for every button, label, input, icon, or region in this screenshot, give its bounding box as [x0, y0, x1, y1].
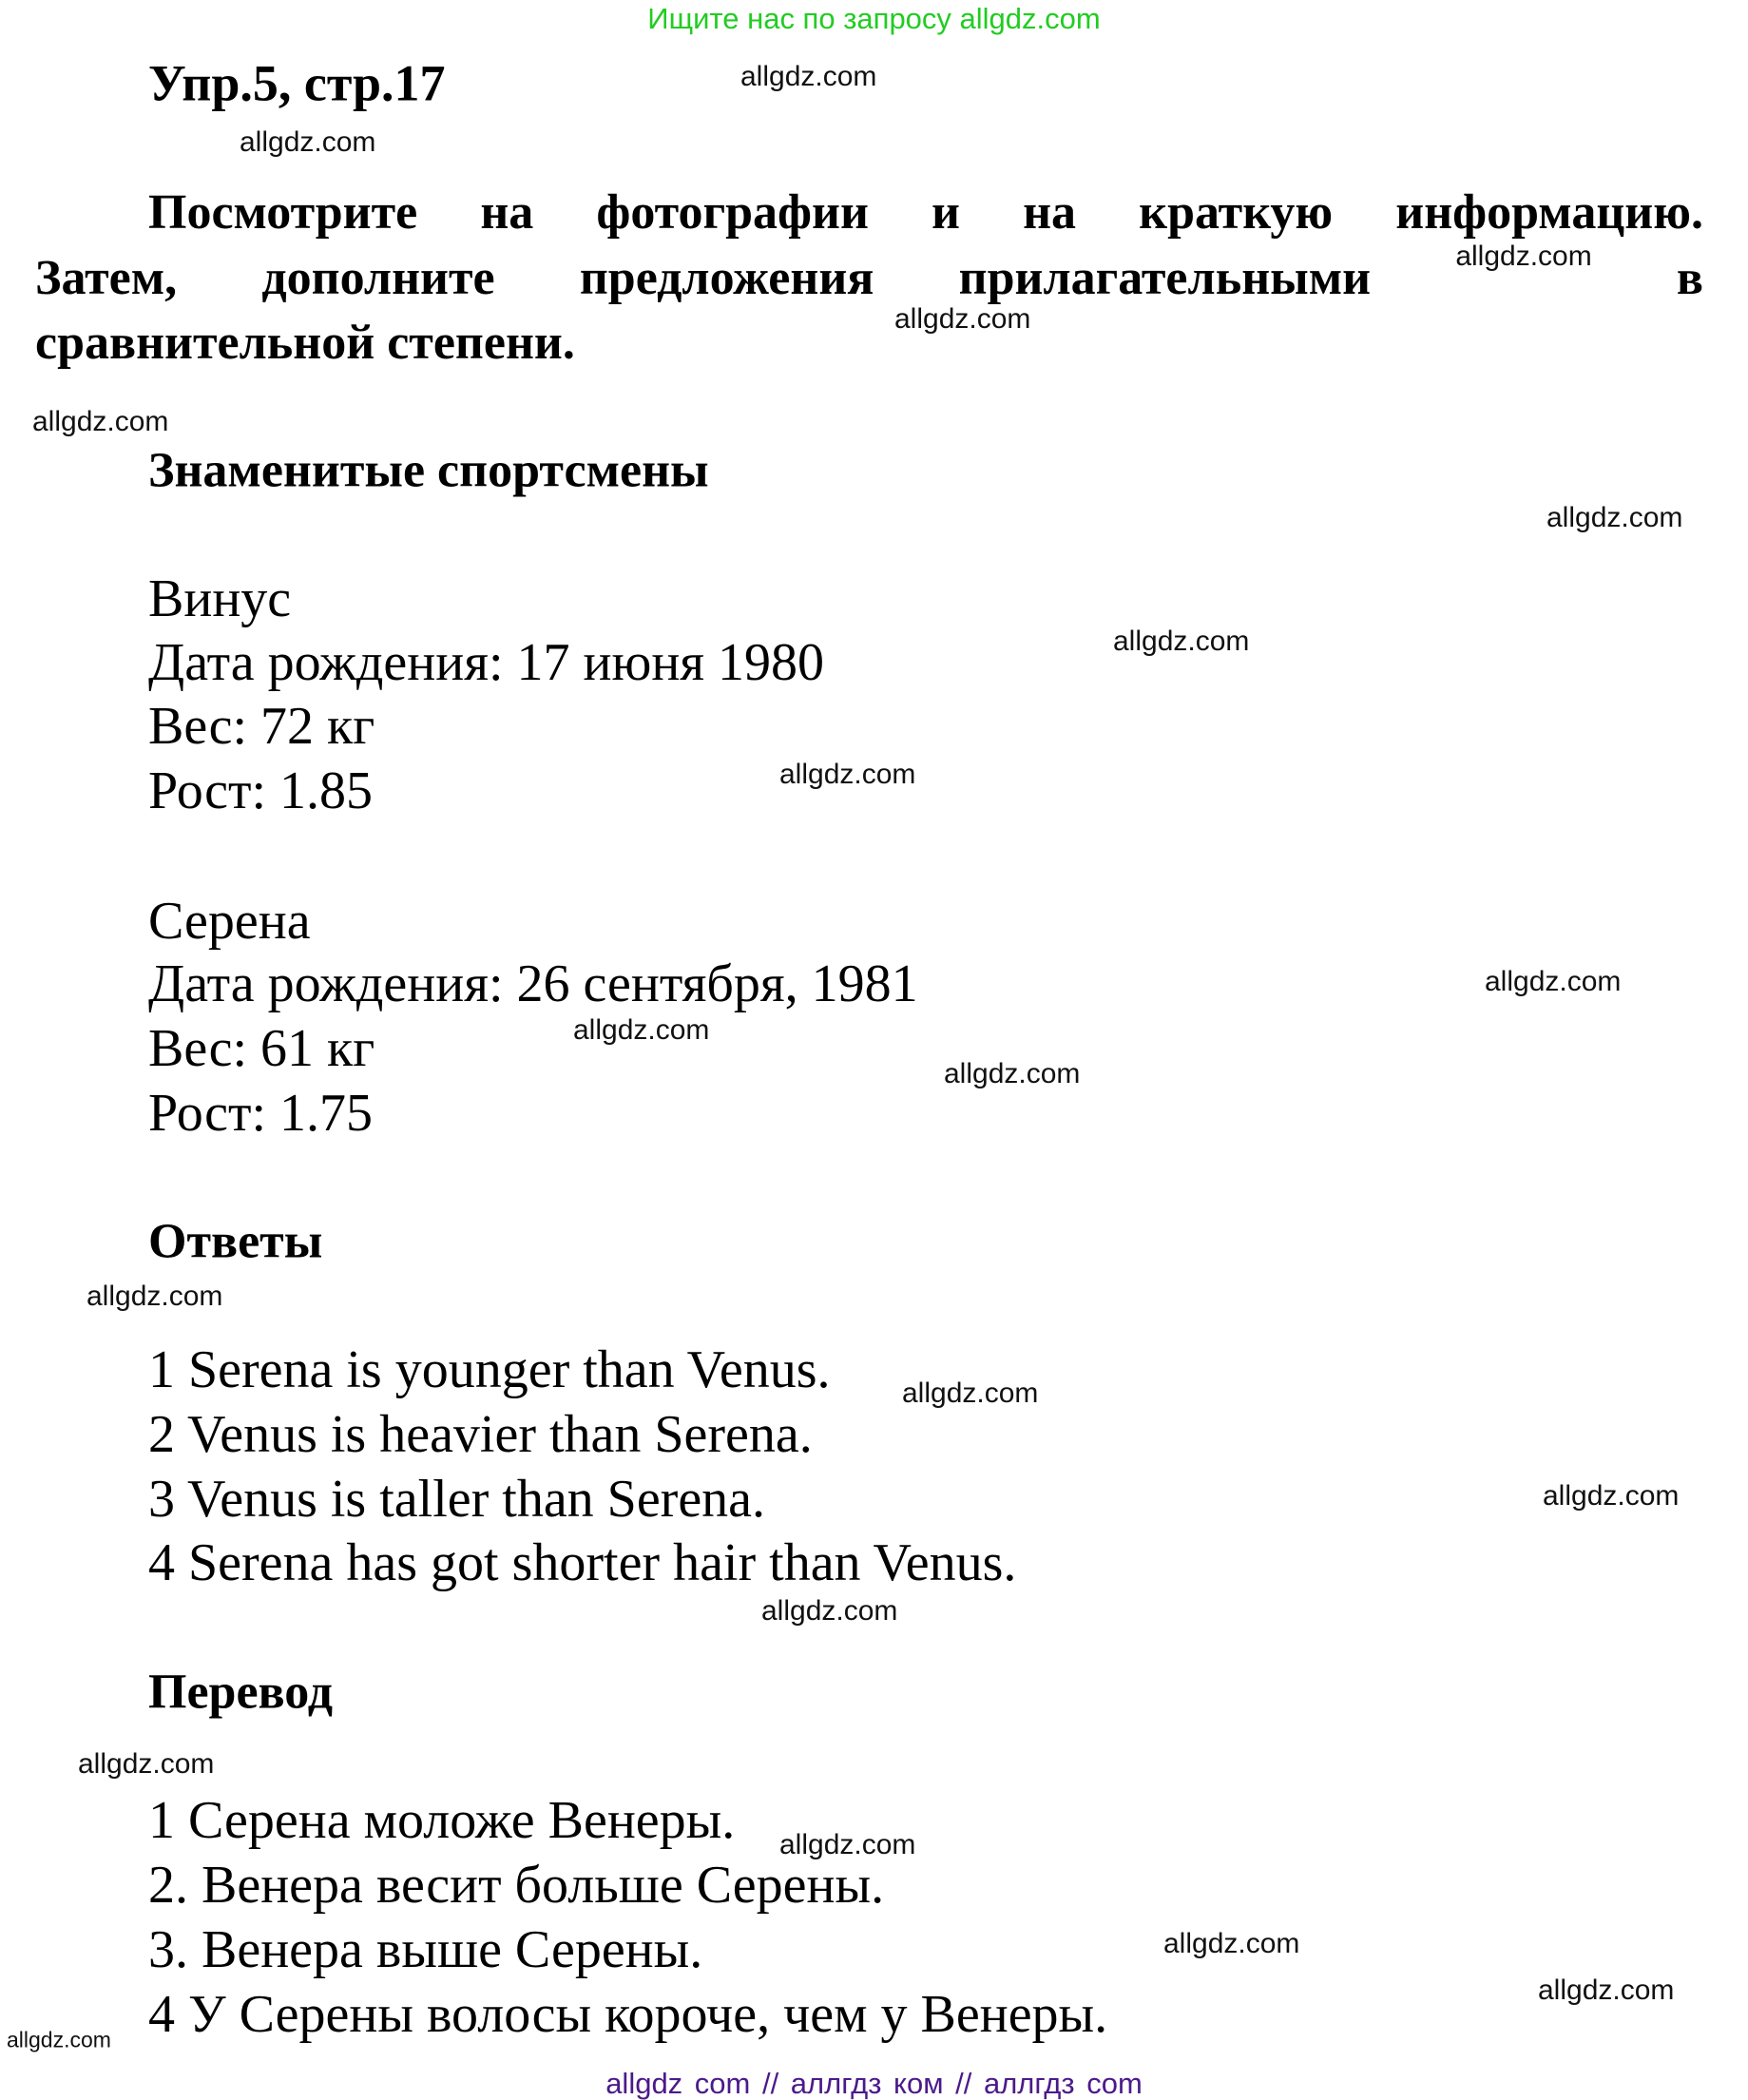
watermark: allgdz.com — [1543, 1480, 1680, 1512]
venus-birthdate: Дата рождения: 17 июня 1980 — [148, 633, 825, 692]
instruction-word: предложения — [579, 251, 874, 305]
watermark: allgdz.com — [740, 61, 877, 92]
instruction-line-1: Посмотрите на фотографии и на краткую информацию. — [148, 185, 1703, 240]
watermark: allgdz.com — [1546, 502, 1683, 533]
instruction-line-2 — [35, 241, 1703, 305]
exercise-title: Упр.5, стр.17 — [148, 54, 446, 112]
watermark: allgdz.com — [78, 1748, 215, 1780]
instruction-line-3: сравнительной степени. — [35, 316, 575, 370]
watermark: allgdz.com — [761, 1595, 898, 1627]
watermark: allgdz.com — [573, 1014, 710, 1046]
watermark: allgdz.com — [1485, 966, 1622, 997]
translation-item: 2. Венера весит больше Серены. — [148, 1856, 885, 1915]
instruction-word: в — [1676, 251, 1703, 305]
watermark: allgdz.com — [902, 1378, 1039, 1409]
serena-weight: Вес: 61 кг — [148, 1019, 375, 1078]
section-translation-heading: Перевод — [148, 1665, 334, 1720]
serena-height: Рост: 1.75 — [148, 1084, 374, 1143]
instruction-word: дополните — [261, 251, 495, 305]
venus-height: Рост: 1.85 — [148, 761, 374, 820]
watermark: allgdz.com — [944, 1058, 1081, 1089]
search-banner: Ищите нас по запросу allgdz.com — [647, 1, 1101, 35]
watermark: allgdz.com — [1113, 626, 1250, 657]
answer-item: 3 Venus is taller than Serena. — [148, 1470, 766, 1529]
section-athletes-heading: Знаменитые спортсмены — [148, 443, 709, 498]
watermark: allgdz.com — [894, 303, 1031, 335]
instruction-word: Затем, — [35, 251, 178, 305]
footer-links: allgdz com // аллгдз ком // аллгдз com — [605, 2066, 1143, 2100]
watermark: allgdz.com — [779, 759, 916, 790]
watermark: allgdz.com — [7, 2027, 111, 2052]
watermark: allgdz.com — [240, 126, 376, 158]
translation-item: 1 Серена моложе Венеры. — [148, 1791, 736, 1850]
translation-item: 4 У Серены волосы короче, чем у Венеры. — [148, 1985, 1108, 2044]
watermark: allgdz.com — [779, 1829, 916, 1860]
serena-birthdate: Дата рождения: 26 сентября, 1981 — [148, 954, 918, 1013]
watermark: allgdz.com — [1538, 1975, 1675, 2006]
answer-item: 2 Venus is heavier than Serena. — [148, 1405, 813, 1464]
translation-item: 3. Венера выше Серены. — [148, 1920, 703, 1979]
watermark: allgdz.com — [1455, 241, 1592, 272]
watermark: allgdz.com — [1163, 1928, 1300, 1959]
answer-item: 1 Serena is younger than Venus. — [148, 1340, 831, 1399]
watermark: allgdz.com — [86, 1281, 223, 1312]
watermark: allgdz.com — [32, 406, 169, 437]
venus-weight: Вес: 72 кг — [148, 697, 375, 756]
section-answers-heading: Ответы — [148, 1214, 323, 1269]
venus-name: Винус — [148, 569, 292, 628]
instruction-word: прилагательными — [958, 251, 1372, 305]
answer-item: 4 Serena has got shorter hair than Venus. — [148, 1533, 1017, 1592]
serena-name: Серена — [148, 892, 311, 951]
